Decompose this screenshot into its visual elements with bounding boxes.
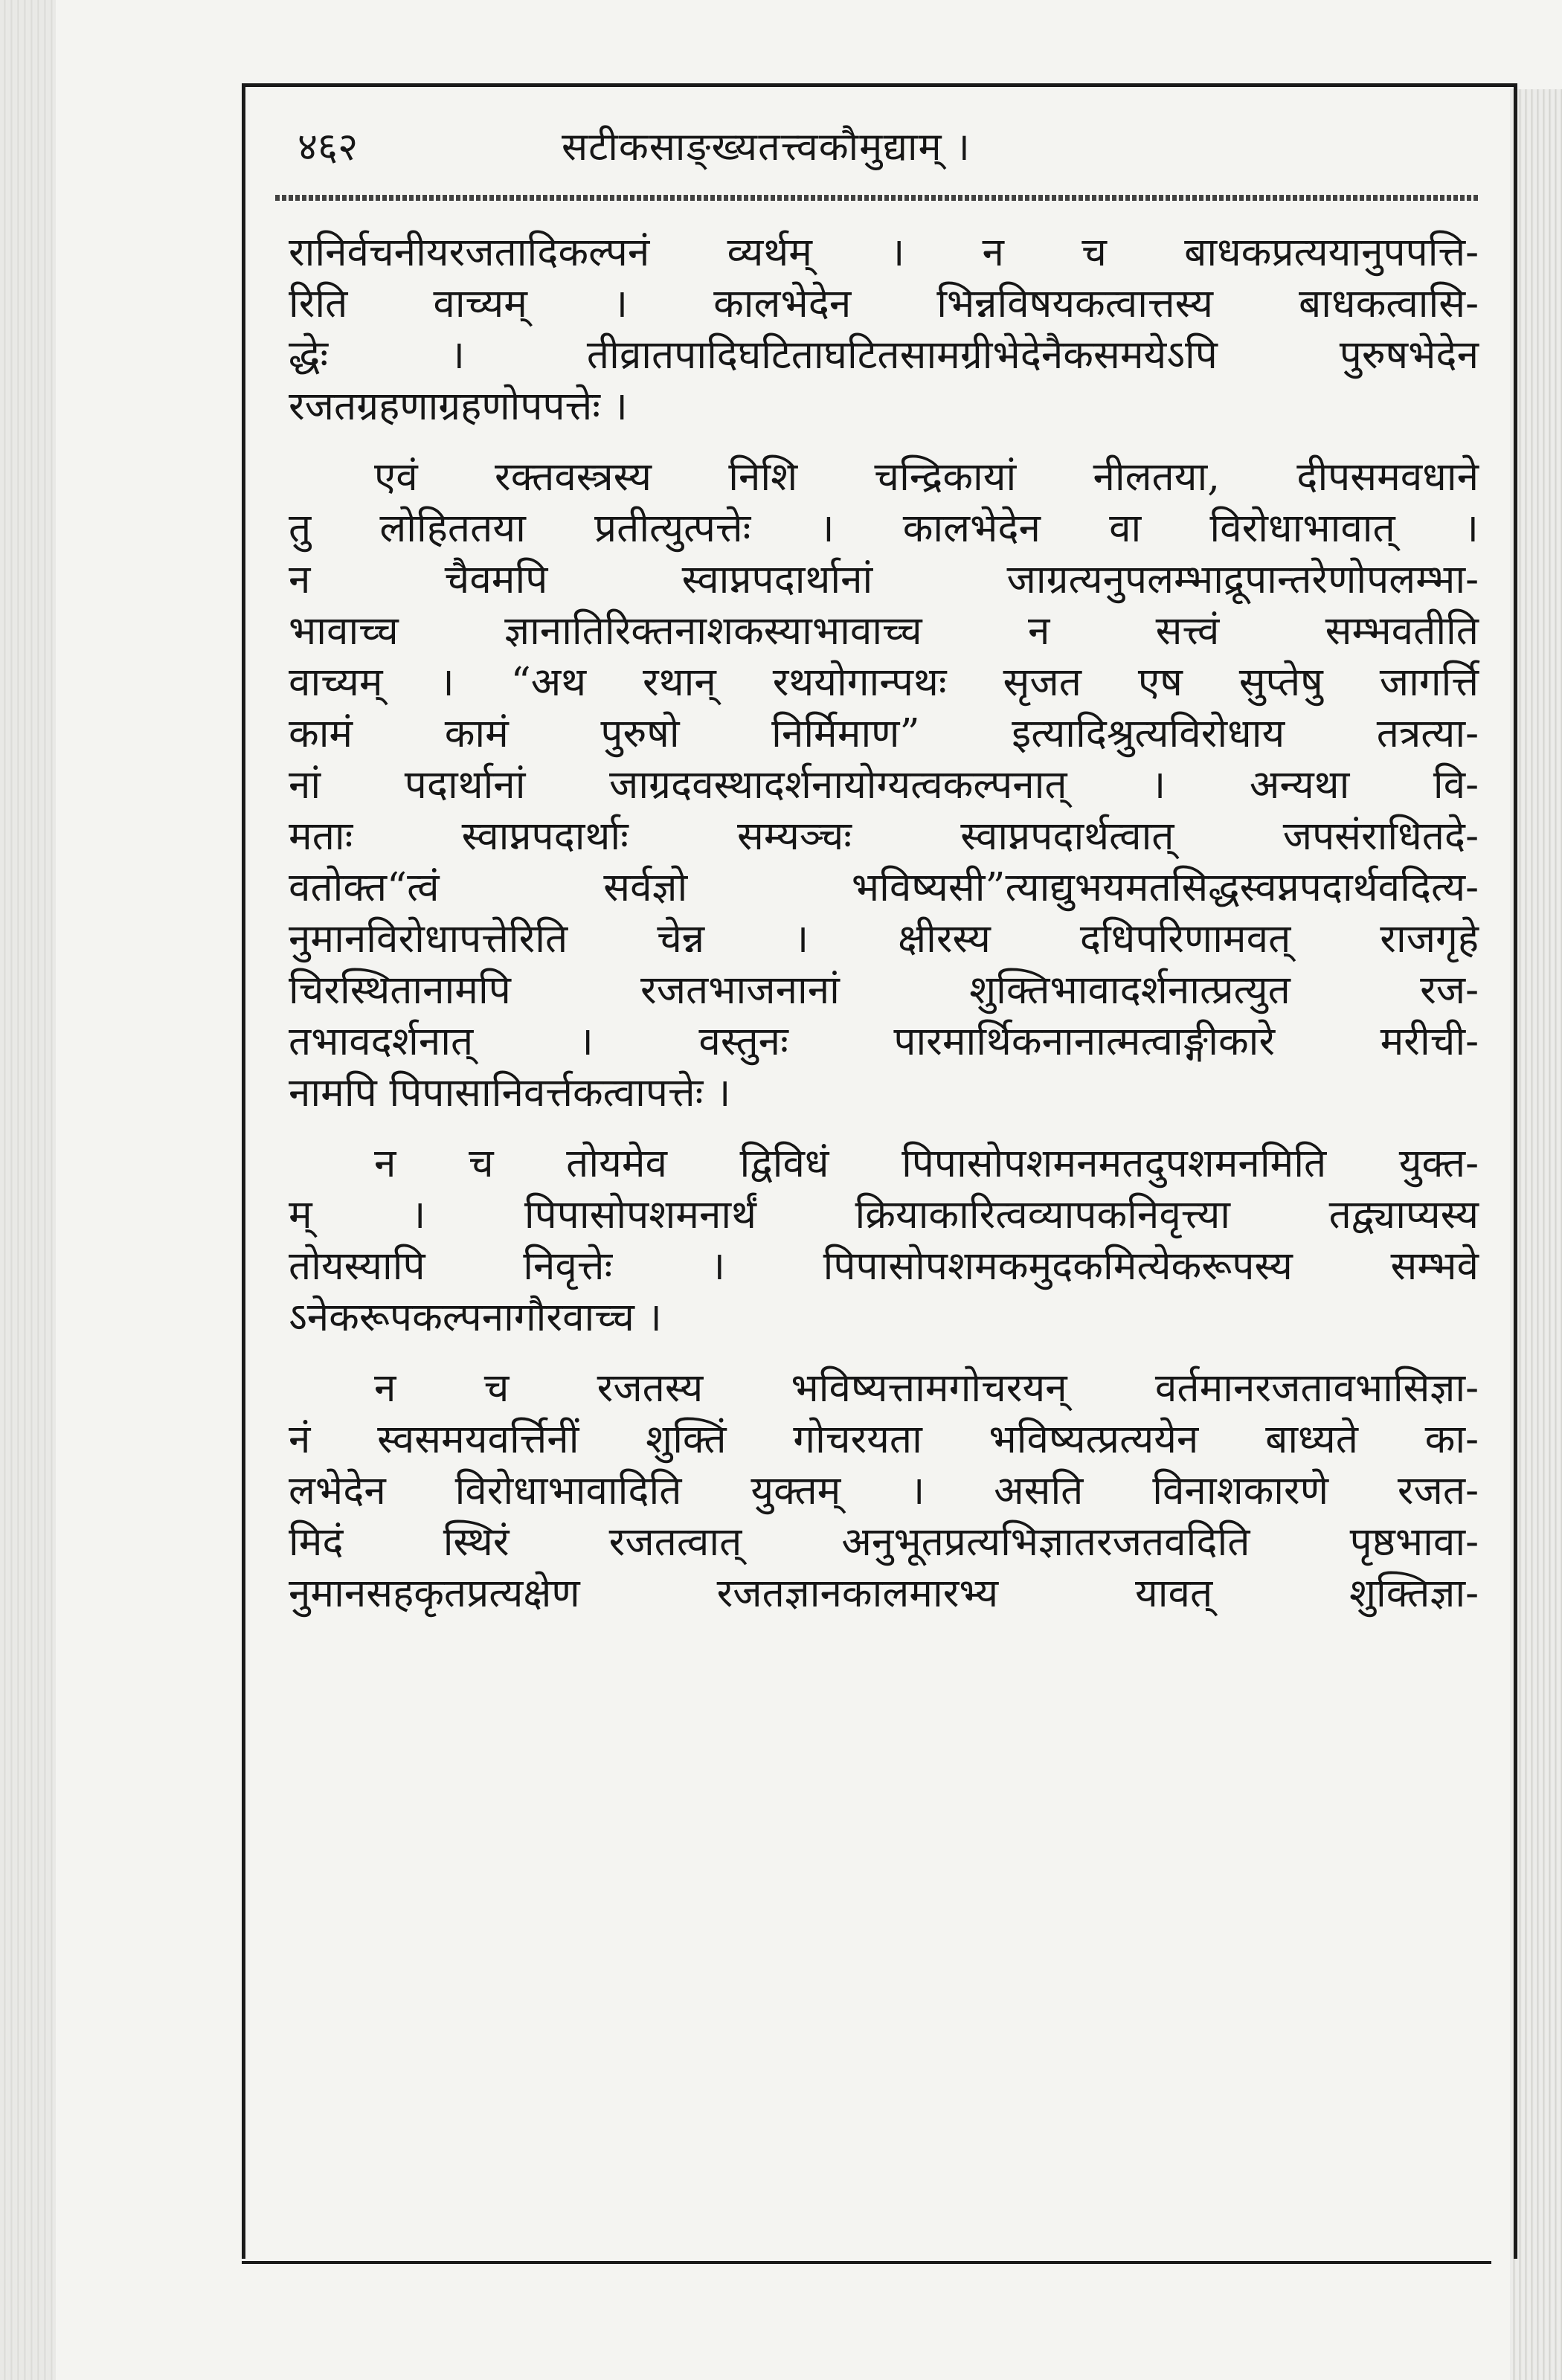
text-line: तभावदर्शनात् । वस्तुनः पारमार्थिकनानात्मत्वाङ्गीकारे मरीची-	[289, 1019, 1479, 1064]
text-line: द्धेः । तीव्रातपादिघटिताघटितसामग्रीभेदेनैकसमयेऽपि पुरुषभेदेन	[289, 332, 1479, 378]
text-line: वाच्यम् । “अथ रथान् रथयोगान्पथः सृजत एष सुप्तेषु जागर्त्ति	[289, 660, 1479, 705]
running-title: सटीकसाङ्ख्यतत्त्वकौमुद्याम् ।	[562, 125, 971, 170]
header-wavy-rule	[275, 195, 1480, 201]
text-line: न चैवमपि स्वाप्नपदार्थानां जाग्रत्यनुपलम्भाद्रूपान्तरेणोपलम्भा-	[289, 557, 1479, 602]
text-line: म् । पिपासोपशमनार्थं क्रियाकारित्वव्यापकनिवृत्त्या तद्व्याप्यस्य	[289, 1192, 1479, 1238]
text-line: चिरस्थितानामपि रजतभाजनानां शुक्तिभावादर्शनात्प्रत्युत रज-	[289, 968, 1479, 1013]
text-line: लभेदेन विरोधाभावादिति युक्तम् । असति विनाशकारणे रजत-	[289, 1468, 1479, 1514]
paragraph-2	[289, 451, 1479, 1119]
body-text	[289, 227, 1479, 1619]
text-line: तोयस्यापि निवृत्तेः । पिपासोपशमकमुदकमित्येकरूपस्य सम्भवे	[289, 1244, 1479, 1289]
text-line: वतोक्त“त्वं सर्वज्ञो भविष्यसी”त्याद्युभयमतसिद्धस्वप्नपदार्थवदित्य-	[289, 865, 1479, 910]
paragraph-4	[289, 1363, 1479, 1619]
text-line: नुमानसहकृतप्रत्यक्षेण रजतज्ञानकालमारभ्य यावत् शुक्तिज्ञा-	[289, 1571, 1479, 1616]
page-number: ४६२	[298, 125, 359, 170]
scan-edge-right	[1510, 89, 1562, 2380]
paragraph-1	[289, 227, 1479, 432]
text-line: नामपि पिपासानिवर्त्तकत्वापत्तेः ।	[289, 1070, 731, 1116]
text-line: रिति वाच्यम् । कालभेदेन भिन्नविषयकत्वात्तस्य बाधकत्वासि-	[289, 281, 1479, 327]
text-line: रानिर्वचनीयरजतादिकल्पनं व्यर्थम् । न च बाधकप्रत्ययानुपपत्ति-	[289, 230, 1479, 275]
page-header	[268, 119, 1488, 178]
scan-edge-left	[0, 0, 56, 2380]
text-line: नुमानविरोधापत्तेरिति चेन्न । क्षीरस्य दधिपरिणामवत् राजगृहे	[289, 916, 1479, 962]
bottom-rule	[242, 2261, 1491, 2264]
text-line: न च तोयमेव द्विविधं पिपासोपशमनमतदुपशमनमिति युक्त-	[374, 1141, 1479, 1186]
text-line: मिदं स्थिरं रजतत्वात् अनुभूतप्रत्यभिज्ञातरजतवदिति पृष्ठभावा-	[289, 1519, 1479, 1565]
text-line: एवं रक्तवस्त्रस्य निशि चन्द्रिकायां नीलतया, दीपसमवधाने	[374, 454, 1479, 500]
text-line: न च रजतस्य भविष्यत्तामगोचरयन् वर्तमानरजतावभासिज्ञा-	[374, 1366, 1479, 1411]
text-line: तु लोहिततया प्रतीत्युत्पत्तेः । कालभेदेन वा विरोधाभावात् ।	[289, 506, 1479, 551]
text-line: भावाच्च ज्ञानातिरिक्तनाशकस्याभावाच्च न सत्त्वं सम्भवतीति	[289, 608, 1479, 654]
text-line: ऽनेकरूपकल्पनागौरवाच्च ।	[289, 1295, 662, 1340]
text-line: रजतग्रहणाग्रहणोपपत्तेः ।	[289, 384, 628, 429]
text-line: नं स्वसमयवर्त्तिनीं शुक्तिं गोचरयता भविष्यत्प्रत्ययेन बाध्यते का-	[289, 1417, 1479, 1462]
paragraph-3	[289, 1138, 1479, 1343]
text-line: नां पदार्थानां जाग्रदवस्थादर्शनायोग्यत्वकल्पनात् । अन्यथा वि-	[289, 762, 1479, 808]
text-line: मताः स्वाप्नपदार्थाः सम्यञ्चः स्वाप्नपदार्थत्वात् जपसंराधितदे-	[289, 814, 1479, 859]
text-line: कामं कामं पुरुषो निर्मिमाण” इत्यादिश्रुत्यविरोधाय तत्रत्या-	[289, 711, 1479, 756]
